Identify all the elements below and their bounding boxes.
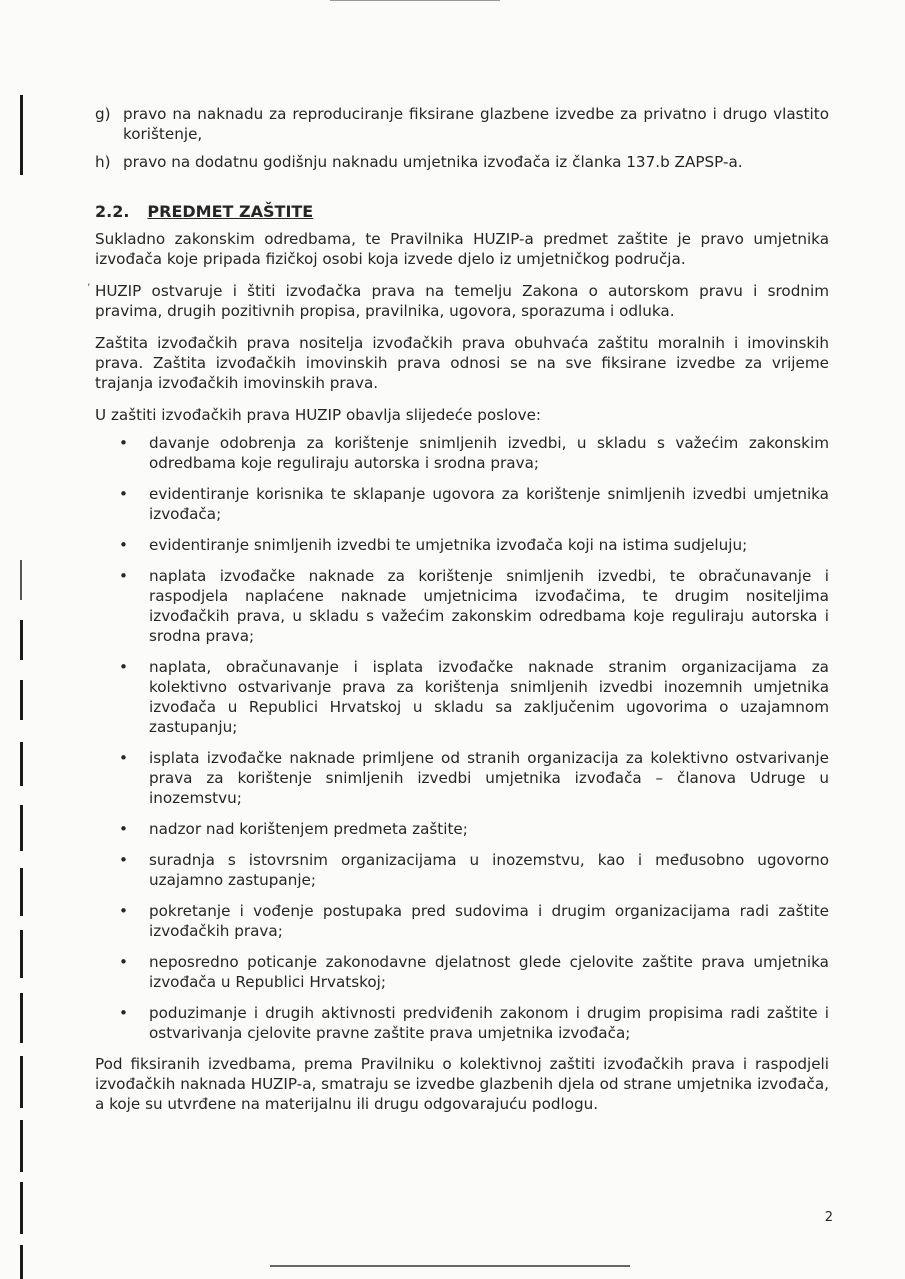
bullet-dot-icon: • <box>119 953 128 971</box>
bullet-dot-icon: • <box>119 851 128 869</box>
bullet-text: naplata izvođačke naknade za korištenje snimljenih izvedbi, te obračunavanje i raspodjela naplaćene naknade umjetnicima izvođačima, te drugim nositeljima izvođačkih prava, u skladu s važećim zakonskim odredbama koje reguliraju autorska i srodna prava; <box>149 567 829 645</box>
margin-mark <box>20 1056 23 1108</box>
bullet-text: suradnja s istovrsnim organizacijama u inozemstvu, kao i međusobno ugovorno uzajamno zastupanje; <box>149 851 829 889</box>
margin-dot: , <box>87 275 91 288</box>
list-marker: g) <box>95 105 111 123</box>
scan-edge-bottom <box>270 1265 630 1267</box>
section-heading <box>95 202 829 222</box>
paragraph: Zaštita izvođačkih prava nositelja izvođačkih prava obuhvaća zaštitu moralnih i imovinskih prava. Zaštita izvođačkih imovinskih prava odnosi se na sve fiksirane izvedbe za vrijeme trajanja izvođačkih imovinskih prava. <box>95 334 829 392</box>
margin-mark <box>20 1245 23 1279</box>
bullet-dot-icon: • <box>119 567 128 585</box>
list-text: pravo na dodatnu godišnju naknadu umjetnika izvođača iz članka 137.b ZAPSP-a. <box>123 153 743 171</box>
margin-mark <box>20 868 23 916</box>
bullet-dot-icon: • <box>119 749 128 767</box>
margin-mark <box>20 993 23 1043</box>
margin-mark <box>20 560 22 600</box>
scan-edge-top <box>330 0 500 1</box>
bullet-dot-icon: • <box>119 434 128 452</box>
bullet-dot-icon: • <box>119 1004 128 1022</box>
margin-mark <box>20 742 23 786</box>
bullet-text: isplata izvođačke naknade primljene od stranih organizacija za kolektivno ostvarivanje prava za korištenje snimljenih izvedbi umjetnika izvođača – članova Udruge u inozemstvu; <box>149 749 829 807</box>
page-content <box>95 104 829 1126</box>
bullet-text: poduzimanje i drugih aktivnosti predviđenih zakonom i drugim propisima radi zaštite i ostvarivanja cjelovite pravne zaštite prava umjetnika izvođača; <box>149 1004 829 1042</box>
bullet-text: davanje odobrenja za korištenje snimljenih izvedbi, u skladu s važećim zakonskim odredbama koje reguliraju autorska i srodna prava; <box>149 434 829 472</box>
margin-mark <box>20 1120 23 1172</box>
margin-mark <box>20 95 23 175</box>
bullet-text: evidentiranje korisnika te sklapanje ugovora za korištenje snimljenih izvedbi umjetnika izvođača; <box>149 485 829 523</box>
margin-mark <box>20 930 23 978</box>
bullet-dot-icon: • <box>119 485 128 503</box>
bullet-item <box>95 748 829 808</box>
bullet-text: naplata, obračunavanje i isplata izvođačke naknade stranim organizacijama za kolektivno ostvarivanje prava za korištenja snimljenih izvedbi inozemnih umjetnika izvođača u Republici Hrvatskoj u skladu sa zaključenim ugovorima o uzajamnom zastupanju; <box>149 658 829 736</box>
list-item <box>95 104 829 144</box>
bullet-item <box>95 484 829 524</box>
margin-mark <box>20 1182 23 1234</box>
section-number: 2.2. <box>95 202 130 221</box>
bullet-text: pokretanje i vođenje postupaka pred sudovima i drugim organizacijama radi zaštite izvođačkih prava; <box>149 902 829 940</box>
bullet-item <box>95 433 829 473</box>
bullet-dot-icon: • <box>119 536 128 554</box>
bullet-dot-icon: • <box>119 658 128 676</box>
bullet-text: neposredno poticanje zakonodavne djelatnost glede cjelovite zaštite prava umjetnika izvođača u Republici Hrvatskoj; <box>149 953 829 991</box>
bullet-text: nadzor nad korištenjem predmeta zaštite; <box>149 820 468 838</box>
paragraph: U zaštiti izvođačkih prava HUZIP obavlja slijedeće poslove: <box>95 406 542 424</box>
margin-mark <box>20 620 23 660</box>
margin-mark <box>20 805 23 851</box>
section-title: PREDMET ZAŠTITE <box>147 202 314 221</box>
bullet-item <box>95 850 829 890</box>
bullet-item <box>95 819 829 839</box>
margin-mark <box>20 680 23 720</box>
paragraph: Pod fiksiranih izvedbama, prema Pravilniku o kolektivnoj zaštiti izvođačkih prava i raspodjeli izvođačkih naknada HUZIP-a, smatraju se izvedbe glazbenih djela od strane umjetnika izvođača, a koje su utvrđene na materijalnu ili drugu odgovarajuću podlogu. <box>95 1055 829 1113</box>
bullet-item <box>95 535 829 555</box>
list-item <box>95 152 829 172</box>
list-text: pravo na naknadu za reproduciranje fiksirane glazbene izvedbe za privatno i drugo vlastito korištenje, <box>123 105 829 143</box>
page-number: 2 <box>824 1210 833 1225</box>
bullet-dot-icon: • <box>119 902 128 920</box>
paragraph: HUZIP ostvaruje i štiti izvođačka prava na temelju Zakona o autorskom pravu i srodnim pravima, drugih pozitivnih propisa, pravilnika, ugovora, sporazuma i odluka. <box>95 282 829 320</box>
bullet-item <box>95 952 829 992</box>
bullet-list <box>95 433 829 1043</box>
bullet-text: evidentiranje snimljenih izvedbi te umjetnika izvođača koji na istima sudjeluju; <box>149 536 748 554</box>
bullet-item <box>95 657 829 737</box>
bullet-item <box>95 901 829 941</box>
paragraph: Sukladno zakonskim odredbama, te Pravilnika HUZIP-a predmet zaštite je pravo umjetnika izvođača koje pripada fizičkoj osobi koja izvede djelo iz umjetničkog područja. <box>95 230 829 268</box>
list-marker: h) <box>95 153 111 171</box>
bullet-item <box>95 566 829 646</box>
bullet-dot-icon: • <box>119 820 128 838</box>
bullet-item <box>95 1003 829 1043</box>
